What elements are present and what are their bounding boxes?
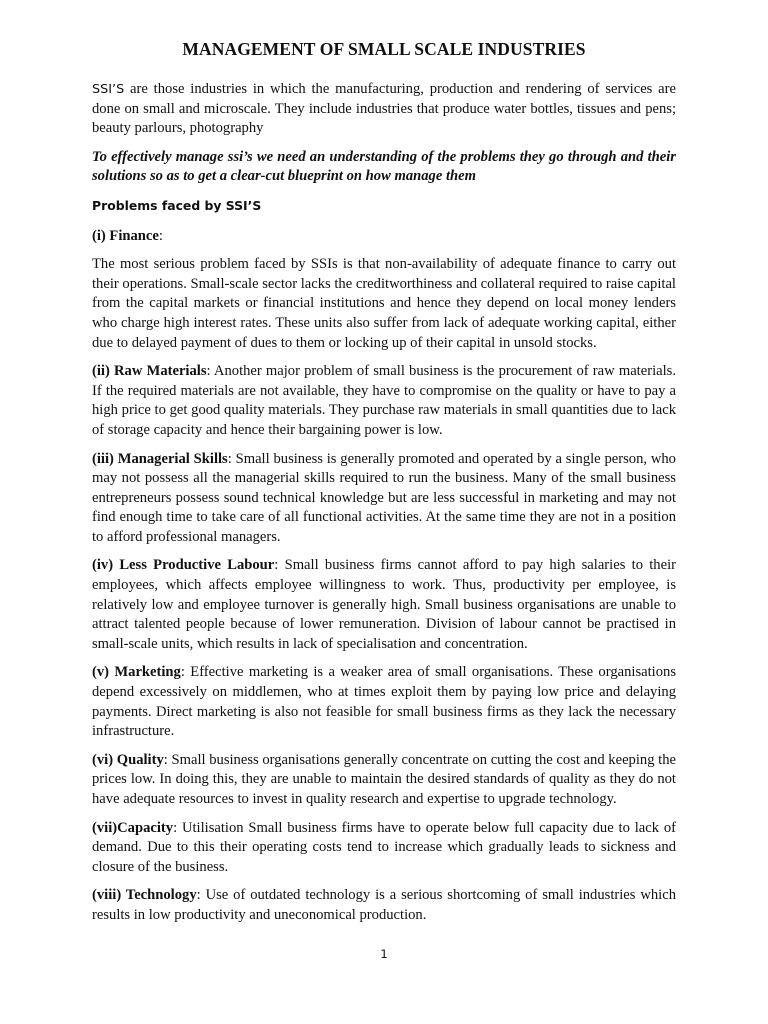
section-heading: (vi) Quality [92, 751, 164, 768]
section-heading: (iv) Less Productive Labour [92, 557, 275, 574]
page-title: MANAGEMENT OF SMALL SCALE INDUSTRIES [182, 39, 586, 59]
section-heading: (viii) Technology [92, 887, 197, 904]
page-number: 1 [380, 947, 388, 961]
document-page [92, 38, 676, 935]
section-text: : Another major problem of small business is the procurement of raw materials. If the required materials are not available, they have to compromise on the quality or have to pay a high price to get good quality materials. They purchase raw materials in small quantities due to lack of storage capacity and hence their bargaining power is low. [92, 363, 676, 438]
intro-text: are those industries in which the manufacturing, production and rendering of services are done on small and microscale. They include industries that produce water bottles, tissues and pens; beauty parlours, photography [92, 81, 676, 137]
section-heading: (iii) Managerial Skills [92, 450, 228, 467]
section-text: : Small business organisations generally concentrate on cutting the cost and keeping the prices low. In doing this, they are unable to maintain the desired standards of quality as they do not have adequate resources to invest in quality research and expertise to upgrade technology. [92, 751, 676, 807]
section-text: : Small business is generally promoted and operated by a single person, who may not possess all the managerial skills required to run the business. Many of the small business entrepreneurs possess sound technical knowledge but are less successful in marketing and may not find enough time to take care of all functional activities. At the same time they are not in a position to afford professional managers. [92, 450, 676, 545]
section-capacity [92, 819, 676, 878]
section-less-productive-labour [92, 556, 676, 654]
section-text: : Small business firms cannot afford to pay high salaries to their employees, which affects employee willingness to work. Thus, productivity per employee, is relatively low and employee turnover is generally high. Small business organisations are unable to attract talented people because of lower remuneration. Division of labour cannot be practised in small-scale units, which results in lack of specialisation and concentration. [92, 557, 676, 652]
intro-paragraph [92, 80, 676, 139]
section-heading: (ii) Raw Materials [92, 363, 207, 380]
section-heading: (v) Marketing [92, 664, 181, 681]
intro-lead: SSI’S [92, 82, 125, 97]
finance-paragraph: The most serious problem faced by SSIs is that non-availability of adequate finance to carry out their operations. Small-scale sector lacks the creditworthiness and collateral required to raise capital from the capital markets or financial institutions and hence they depend on local money lenders who charge high interest rates. These units also suffer from lack of adequate working capital, either due to delayed payment of dues to them or locking up of their capital in unsold stocks. [92, 256, 676, 351]
section-heading: (vii)Capacity [92, 819, 174, 836]
finance-heading: (i) Finance [92, 227, 159, 244]
section-text: : Use of outdated technology is a serious shortcoming of small industries which results in low productivity and uneconomical production. [92, 887, 677, 923]
section-text: : Effective marketing is a weaker area of small organisations. These organisations depend excessively on middlemen, who at times exploit them by paying low price and delaying payments. Direct marketing is also not feasible for small business firms as they lack the necessary infrastructure. [92, 664, 676, 740]
section-managerial-skills [92, 450, 676, 548]
emphasis-paragraph: To effectively manage ssi’s we need an understanding of the problems they go through and their solutions so as to get a clear-cut blueprint on how manage them [92, 148, 676, 185]
section-text: : Utilisation Small business firms have to operate below full capacity due to lack of demand. Due to this their operating costs tend to increase which gradually leads to sickness and closure of the business. [92, 819, 676, 875]
finance-heading-line [92, 227, 676, 247]
problems-subheading: Problems faced by SSI’S [92, 197, 262, 213]
section-raw-materials [92, 362, 676, 440]
finance-colon: : [158, 227, 163, 244]
section-marketing [92, 663, 676, 741]
section-technology [92, 886, 676, 925]
section-quality [92, 751, 676, 810]
